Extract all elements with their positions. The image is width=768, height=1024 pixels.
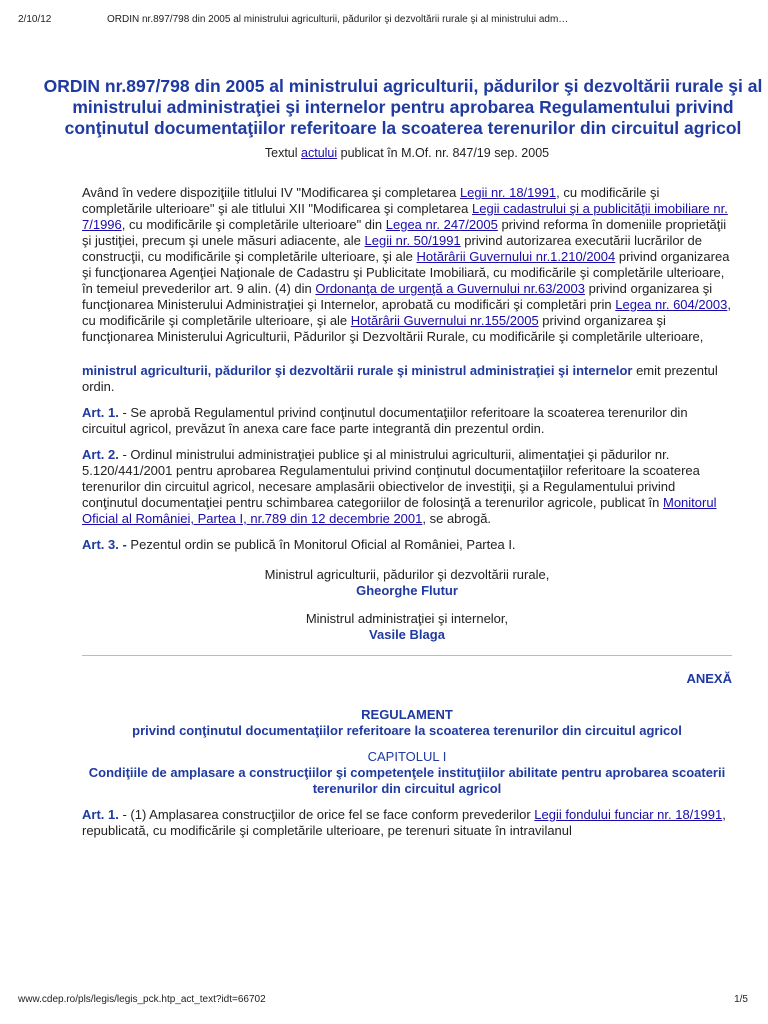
article-2-text: - Ordinul ministrului administraţiei publice şi al ministrului agriculturii, alimentaţiei şi pădurilor nr. 5.120/441/2001 pentru aprobarea Regulamentului privind conţinutul documentaţiilor referitoare la scoaterea terenurilor din circuitul agricol, necesare amplasării obiectivelor de investiţii, şi a Regulamentului privind conţinutul documentaţiei pentru schimbarea categoriilor de folosinţă a terenurilor agricole, publicat în: [82, 447, 700, 510]
article-2-text-end: , se abrogă.: [422, 511, 492, 526]
preamble-text: , cu modificările şi completările ulterioare, şi ale: [82, 297, 731, 328]
regulation-subtitle: privind conţinutul documentaţiilor referitoare la scoaterea terenurilor din circuitul agricol: [132, 723, 682, 738]
chapter-title: CAPITOLUL I: [367, 749, 447, 764]
law-link-247-2005[interactable]: Legea nr. 247/2005: [385, 217, 498, 232]
publication-note: [82, 145, 732, 161]
preamble-text: , cu modificările şi completările ulterioare" din: [121, 217, 386, 232]
preamble-paragraph: [82, 185, 732, 345]
publication-note-suffix: publicat în M.Of. nr. 847/19 sep. 2005: [337, 146, 550, 160]
article-3-label: Art. 3. -: [82, 537, 127, 552]
signature-name: Gheorghe Flutur: [356, 583, 458, 598]
regulation-article-1-text: - (1) Amplasarea construcţiilor de orice fel se face conform prevederilor: [118, 807, 535, 822]
preamble-text: Având în vedere dispoziţiile titlului IV "Modificarea şi completarea: [82, 185, 460, 200]
regulation-article-1: [82, 807, 732, 839]
document-body: [43, 76, 763, 839]
land-fund-law-link[interactable]: Legii fondului funciar nr. 18/1991: [534, 807, 723, 822]
signature-agriculture: [82, 567, 732, 599]
article-1-label: Art. 1.: [82, 405, 119, 420]
article-3: [82, 537, 732, 553]
signature-interior: [82, 611, 732, 643]
article-2-label: Art. 2.: [82, 447, 119, 462]
ministers-bold: ministrul agriculturii, pădurilor şi dezvoltării rurale şi ministrul administraţiei şi internelor: [82, 363, 633, 378]
hg-link-1210-2004[interactable]: Hotărârii Guvernului nr.1.210/2004: [416, 249, 616, 264]
law-link-50-1991[interactable]: Legii nr. 50/1991: [364, 233, 461, 248]
monitor-oficial-link[interactable]: Monitorul Oficial al României, Partea I, nr.789 din 12 decembrie 2001: [82, 495, 717, 526]
regulation-title: REGULAMENT: [361, 707, 453, 722]
law-link-7-1996[interactable]: Legii cadastrului şi a publicităţii imobiliare nr. 7/1996: [82, 201, 728, 232]
chapter-subtitle: Condiţiile de amplasare a construcţiilor şi competenţele instituţiilor abilitate pentru aprobarea scoaterii terenurilor din circuitul agricol: [88, 765, 726, 796]
article-2: [82, 447, 732, 527]
publication-note-prefix: Textul: [264, 146, 302, 160]
signature-name: Vasile Blaga: [369, 627, 445, 642]
print-url: www.cdep.ro/pls/legis/legis_pck.htp_act_text?idt=66702: [18, 994, 266, 1005]
document-title: ORDIN nr.897/798 din 2005 al ministrului agriculturii, pădurilor şi dezvoltării rurale şi al ministrului administraţiei şi internelor pentru aprobarea Regulamentului privind conţinutul documentaţiilor referitoare la scoaterea terenurilor din circuitul agricol: [43, 76, 763, 138]
page-number: 1/5: [734, 994, 748, 1005]
preamble-text: , cu modificările şi completările ulterioare" şi ale titlului XII "Modificarea şi completarea: [82, 185, 660, 216]
hg-link-155-2005[interactable]: Hotărârii Guvernului nr.155/2005: [350, 313, 539, 328]
chapter-heading: [82, 749, 732, 797]
signature-role: Ministrul administraţiei şi internelor,: [305, 611, 509, 626]
preamble-text: privind organizarea şi funcţionarea Ministerului Agriculturii, Pădurilor şi Dezvoltării Rurale, cu modificările şi completările ulterioare,: [82, 313, 704, 344]
article-3-text: Pezentul ordin se publică în Monitorul Oficial al României, Partea I.: [126, 537, 516, 552]
preamble-text: privind organizarea şi funcţionarea Agenţiei Naţionale de Cadastru şi Publicitate Imobiliară, cu modificările şi completările ulterioare,: [82, 249, 730, 280]
ministers-rest: emit prezentul ordin.: [82, 363, 718, 394]
print-page-title: ORDIN nr.897/798 din 2005 al ministrului agriculturii, pădurilor şi dezvoltării rurale şi al ministrului adm…: [107, 14, 569, 25]
law-link-604-2003[interactable]: Legea nr. 604/2003: [615, 297, 728, 312]
law-link-18-1991[interactable]: Legii nr. 18/1991: [459, 185, 557, 200]
oug-link-63-2003[interactable]: Ordonanţa de urgenţă a Guvernului nr.63/2003: [315, 281, 585, 296]
regulation-article-1-label: Art. 1.: [82, 807, 119, 822]
article-1: [82, 405, 732, 437]
preamble-text: privind organizarea şi funcţionarea Ministerului Administraţiei şi Internelor, aprobată cu modificări şi completări prin: [82, 281, 713, 312]
preamble-text: privind reforma în domeniile proprietăţii şi justiţiei, precum şi unele măsuri adiacente, ale: [82, 217, 727, 248]
annex-heading: ANEXĂ: [686, 671, 732, 686]
preamble-text: privind autorizarea executării lucrărilor de construcţii, cu modificările şi completările ulterioare, şi ale: [82, 233, 703, 264]
section-divider: [82, 655, 732, 656]
regulation-article-1-text-end: , republicată, cu modificările şi completările ulterioare, pe terenuri situate în intravilanul: [82, 807, 726, 838]
preamble-text: în temeiul prevederilor art. 9 alin. (4) din: [82, 281, 316, 296]
act-link[interactable]: actului: [301, 146, 338, 160]
regulation-heading: [82, 707, 732, 739]
print-date: 2/10/12: [18, 14, 52, 25]
signature-role: Ministrul agriculturii, pădurilor şi dezvoltării rurale,: [264, 567, 550, 582]
article-1-text: - Se aprobă Regulamentul privind conţinutul documentaţiilor referitoare la scoaterea terenurilor din circuitul agricol, prevăzut în anexa care face parte integrantă din prezentul ordin.: [82, 405, 688, 436]
ministers-paragraph: [82, 363, 732, 395]
